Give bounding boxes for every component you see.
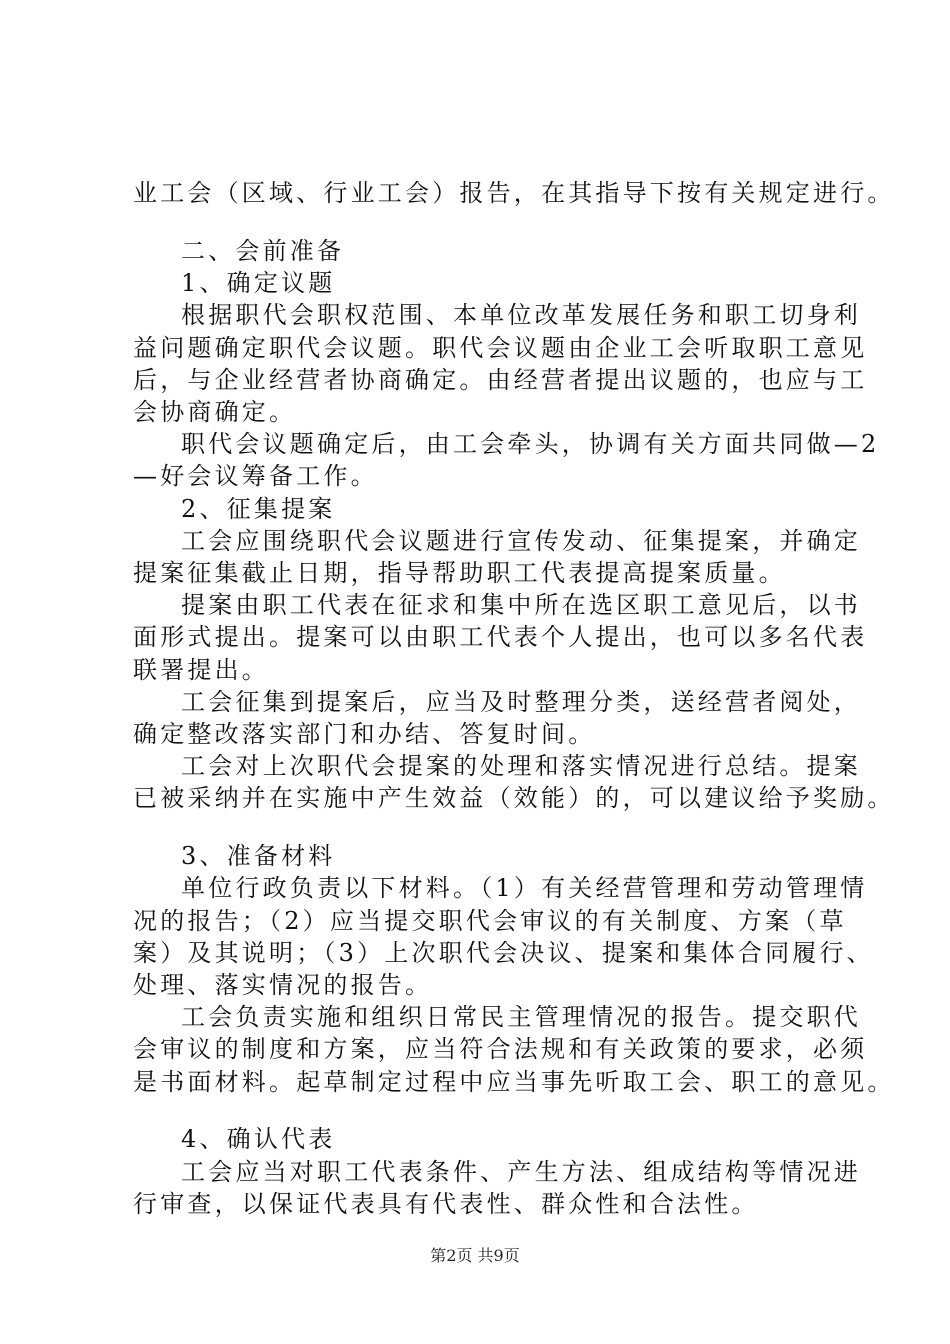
section-heading: 二、会前准备 — [181, 237, 345, 265]
paragraph-first-line: 职代会议题确定后，由工会牵头，协调有关方面共同做—2 — [181, 430, 880, 458]
subsection-heading: 1、确定议题 — [181, 269, 336, 297]
text-line: 面形式提出。提案可以由职工代表个人提出，也可以多名代表 — [133, 623, 868, 651]
text-line: 益问题确定职代会议题。职代会议题由企业工会听取职工意见 — [133, 334, 868, 362]
text-line: 已被采纳并在实施中产生效益（效能）的，可以建议给予奖励。 — [133, 784, 895, 812]
text-line: 会协商确定。 — [133, 398, 297, 426]
text-line: 确定整改落实部门和办结、答复时间。 — [133, 720, 596, 748]
text-line: 是书面材料。起草制定过程中应当事先听取工会、职工的意见。 — [133, 1068, 895, 1096]
paragraph-first-line: 工会负责实施和组织日常民主管理情况的报告。提交职代 — [181, 1003, 861, 1031]
paragraph-first-line: 工会对上次职代会提案的处理和落实情况进行总结。提案 — [181, 752, 861, 780]
text-line: 业工会（区域、行业工会）报告，在其指导下按有关规定进行。 — [133, 179, 895, 207]
paragraph-first-line: 单位行政负责以下材料。（1）有关经营管理和劳动管理情 — [181, 874, 868, 902]
subsection-heading: 4、确认代表 — [181, 1125, 336, 1153]
paragraph-first-line: 工会应当对职工代表条件、产生方法、组成结构等情况进 — [181, 1158, 861, 1186]
text-line: 后，与企业经营者协商确定。由经营者提出议题的，也应与工 — [133, 366, 868, 394]
paragraph-first-line: 根据职代会职权范围、本单位改革发展任务和职工切身利 — [181, 301, 861, 329]
subsection-heading: 2、征集提案 — [181, 495, 336, 523]
page-footer: 第2页 共9页 — [430, 1246, 520, 1265]
text-line: 提案征集截止日期，指导帮助职工代表提高提案质量。 — [133, 559, 786, 587]
paragraph-first-line: 工会应围绕职代会议题进行宣传发动、征集提案，并确定 — [181, 527, 861, 555]
text-line: 况的报告；（2）应当提交职代会审议的有关制度、方案（草 — [133, 907, 847, 935]
paragraph-first-line: 工会征集到提案后，应当及时整理分类，送经营者阅处， — [181, 688, 861, 716]
paragraph-first-line: 提案由职工代表在征求和集中所在选区职工意见后，以书 — [181, 591, 861, 619]
text-line: 行审查，以保证代表具有代表性、群众性和合法性。 — [133, 1190, 759, 1218]
subsection-heading: 3、准备材料 — [181, 842, 336, 870]
text-line: 处理、落实情况的报告。 — [133, 971, 433, 999]
text-line: 联署提出。 — [133, 656, 269, 684]
text-line: —好会议筹备工作。 — [133, 462, 378, 490]
text-line: 案）及其说明；（3）上次职代会决议、提案和集体合同履行、 — [133, 939, 874, 967]
text-line: 会审议的制度和方案，应当符合法规和有关政策的要求，必须 — [133, 1035, 868, 1063]
